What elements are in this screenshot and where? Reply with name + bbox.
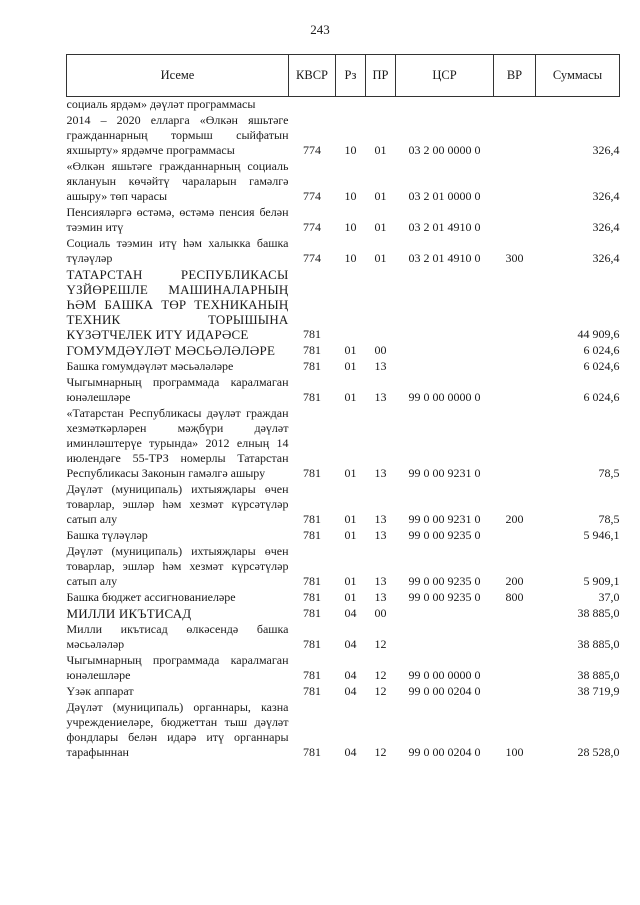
cell-sum: 6 024,6: [583, 359, 620, 373]
table-row: [67, 159, 620, 205]
cell-sum: 44 909,6: [577, 327, 620, 341]
cell-vr: 200: [505, 574, 524, 588]
cell-csr: 03 2 01 0000 0: [408, 189, 481, 203]
budget-table: [66, 54, 620, 761]
cell-vr: [494, 684, 536, 700]
cell-csr: 99 0 00 0000 0: [408, 390, 481, 404]
cell-pr: 12: [374, 637, 387, 651]
cell-csr: [396, 606, 494, 622]
cell-rz: 01: [344, 574, 357, 588]
cell-sum: 28 528,0: [577, 745, 620, 759]
cell-kvsr: 774: [303, 251, 321, 265]
cell-csr: 03 2 00 0000 0: [408, 143, 481, 157]
cell-name: Чыгымнарның программада каралмаган юнәлешләре: [66, 653, 289, 682]
cell-pr: 01: [374, 220, 387, 234]
cell-pr: 13: [374, 528, 387, 542]
cell-name: социаль ярдәм» дәүләт программасы: [66, 97, 256, 111]
cell-vr: [494, 97, 536, 114]
cell-name: Башка бюджет ассигнованиеләре: [66, 590, 236, 604]
cell-csr: [396, 97, 494, 114]
cell-vr: [494, 343, 536, 359]
cell-rz: 04: [344, 745, 357, 759]
table-row: [67, 544, 620, 590]
table-row: [67, 700, 620, 761]
cell-rz: [336, 97, 366, 114]
cell-vr: [494, 159, 536, 205]
cell-kvsr: 781: [303, 390, 321, 404]
cell-sum: 78,5: [598, 466, 620, 480]
cell-sum: 38 885,0: [577, 606, 620, 620]
cell-name: Дәүләт (муниципаль) ихтыяҗлары өчен товарлар, эшләр һәм хезмәт күрсәтүләр сатып алу: [66, 482, 289, 526]
table-row: [67, 375, 620, 406]
cell-rz: 04: [344, 684, 357, 698]
cell-rz: 01: [344, 466, 357, 480]
cell-vr: [494, 205, 536, 236]
cell-pr: 12: [374, 668, 387, 682]
cell-rz: 01: [344, 528, 357, 542]
cell-pr: [366, 267, 396, 343]
cell-sum: 326,4: [592, 220, 620, 234]
cell-sum: [536, 97, 620, 114]
cell-csr: 99 0 00 9235 0: [408, 590, 481, 604]
cell-name: Социаль тәэмин итү һәм халыкка башка түләүләр: [66, 236, 289, 265]
cell-vr: [494, 406, 536, 482]
cell-rz: 01: [344, 359, 357, 373]
cell-kvsr: 781: [303, 528, 321, 542]
cell-vr: [494, 528, 536, 544]
cell-kvsr: 781: [303, 606, 321, 620]
column-header-pr: ПР: [366, 55, 396, 97]
cell-csr: [396, 343, 494, 359]
cell-vr: [494, 267, 536, 343]
cell-pr: 13: [374, 359, 387, 373]
cell-vr: 100: [505, 745, 524, 759]
cell-pr: 13: [374, 590, 387, 604]
cell-kvsr: [289, 97, 336, 114]
cell-name: «Өлкән яшьтәге гражданнарның социаль яклануын көчәйтү чараларын гамәлгә ашыру» төп чарасы: [66, 159, 289, 203]
table-row: [67, 622, 620, 653]
cell-vr: 200: [505, 512, 524, 526]
cell-sum: 38 719,9: [577, 684, 620, 698]
cell-rz: 04: [344, 606, 357, 620]
cell-pr: 01: [374, 251, 387, 265]
cell-rz: 01: [344, 590, 357, 604]
cell-name: Чыгымнарның программада каралмаган юнәлешләре: [66, 375, 289, 404]
cell-kvsr: 774: [303, 143, 321, 157]
cell-rz: 10: [344, 143, 357, 157]
cell-name: Башка гомумдәүләт мәсьәләләре: [66, 359, 234, 373]
cell-sum: 6 024,6: [583, 343, 620, 357]
cell-kvsr: 781: [303, 745, 321, 759]
table-row: [67, 359, 620, 375]
cell-csr: 03 2 01 4910 0: [408, 251, 481, 265]
cell-name: «Татарстан Республикасы дәүләт граждан хезмәткәрләрен мәҗбүри дәүләт иминләштерүе турында» 2012 елның 14 июлендәге 55-ТРЗ номерлы Татарстан Республикасы Законын гамәлгә ашыру: [66, 406, 289, 480]
cell-vr: 300: [505, 251, 524, 265]
cell-pr: 13: [374, 390, 387, 404]
table-row: [67, 236, 620, 267]
cell-name: Үзәк аппарат: [66, 684, 134, 698]
cell-name: Пенсияләргә өстәмә, өстәмә пенсия белән тәэмин итү: [66, 205, 289, 234]
cell-csr: 99 0 00 9235 0: [408, 574, 481, 588]
column-header-name: Исеме: [67, 55, 289, 97]
cell-kvsr: 781: [303, 684, 321, 698]
column-header-vr: ВР: [494, 55, 536, 97]
table-row: [67, 406, 620, 482]
cell-csr: [396, 622, 494, 653]
cell-kvsr: 781: [303, 590, 321, 604]
cell-rz: 01: [344, 512, 357, 526]
cell-sum: 5 909,1: [583, 574, 620, 588]
cell-pr: 12: [374, 684, 387, 698]
cell-vr: [494, 375, 536, 406]
table-row: [67, 267, 620, 343]
cell-pr: 01: [374, 143, 387, 157]
cell-sum: 37,0: [598, 590, 620, 604]
cell-pr: 13: [374, 574, 387, 588]
cell-kvsr: 781: [303, 637, 321, 651]
cell-name: Милли икътисад өлкәсендә башка мәсьәләләр: [66, 622, 289, 651]
table-row: [67, 482, 620, 528]
table-row: [67, 653, 620, 684]
table-body: [67, 97, 620, 762]
cell-vr: [494, 606, 536, 622]
column-header-rz: Рз: [336, 55, 366, 97]
cell-pr: 01: [374, 189, 387, 203]
table-header-row: [67, 55, 620, 97]
cell-name: Башка түләүләр: [66, 528, 148, 542]
cell-rz: 10: [344, 220, 357, 234]
cell-kvsr: 781: [303, 668, 321, 682]
cell-rz: 04: [344, 637, 357, 651]
cell-sum: 78,5: [598, 512, 620, 526]
cell-csr: [396, 267, 494, 343]
table-row: [67, 684, 620, 700]
cell-kvsr: 781: [303, 327, 321, 341]
cell-name: МИЛЛИ ИКЪТИСАД: [66, 606, 192, 621]
cell-csr: 03 2 01 4910 0: [408, 220, 481, 234]
table-row: [67, 528, 620, 544]
cell-kvsr: 781: [303, 574, 321, 588]
cell-rz: 01: [344, 390, 357, 404]
cell-pr: 13: [374, 512, 387, 526]
cell-pr: 00: [374, 343, 387, 357]
cell-sum: 326,4: [592, 251, 620, 265]
cell-name: Дәүләт (муниципаль) органнары, казна учреждениеләре, бюджеттан тыш дәүләт фондлары белән идарә итү органнары тарафыннан: [66, 700, 289, 759]
cell-csr: 99 0 00 0000 0: [408, 668, 481, 682]
cell-name: Дәүләт (муниципаль) ихтыяҗлары өчен товарлар, эшләр һәм хезмәт күрсәтүләр сатып алу: [66, 544, 289, 588]
cell-csr: 99 0 00 9231 0: [408, 512, 481, 526]
cell-sum: 6 024,6: [583, 390, 620, 404]
cell-csr: 99 0 00 0204 0: [408, 684, 481, 698]
cell-kvsr: 774: [303, 189, 321, 203]
cell-pr: 00: [374, 606, 387, 620]
cell-kvsr: 781: [303, 466, 321, 480]
cell-vr: [494, 359, 536, 375]
table-row: [67, 606, 620, 622]
cell-name: ТАТАРСТАН РЕСПУБЛИКАСЫ ҮЗЙӨРЕШЛЕ МАШИНАЛАРНЫҢ ҺӘМ БАШКА ТӨР ТЕХНИКАНЫҢ ТЕХНИК ТОРЫШЫНА КҮЗӘТЧЕЛЕК ИТҮ ИДАРӘСЕ: [66, 267, 289, 342]
cell-sum: 326,4: [592, 189, 620, 203]
cell-vr: 800: [505, 590, 524, 604]
cell-vr: [494, 622, 536, 653]
cell-kvsr: 781: [303, 359, 321, 373]
cell-vr: [494, 653, 536, 684]
cell-rz: 10: [344, 251, 357, 265]
cell-kvsr: 774: [303, 220, 321, 234]
cell-csr: 99 0 00 9231 0: [408, 466, 481, 480]
cell-kvsr: 781: [303, 343, 321, 357]
cell-pr: [366, 97, 396, 114]
cell-rz: 10: [344, 189, 357, 203]
page-number: 243: [310, 22, 330, 37]
cell-csr: 99 0 00 0204 0: [408, 745, 481, 759]
column-header-kvsr: КВСР: [289, 55, 336, 97]
cell-sum: 326,4: [592, 143, 620, 157]
cell-rz: 04: [344, 668, 357, 682]
cell-kvsr: 781: [303, 512, 321, 526]
cell-pr: 12: [374, 745, 387, 759]
cell-rz: [336, 267, 366, 343]
cell-sum: 5 946,1: [583, 528, 620, 542]
cell-sum: 38 885,0: [577, 637, 620, 651]
column-header-csr: ЦСР: [396, 55, 494, 97]
cell-pr: 13: [374, 466, 387, 480]
cell-vr: [494, 113, 536, 159]
cell-rz: 01: [344, 343, 357, 357]
cell-name: 2014 – 2020 елларга «Өлкән яшьтәге гражданнарның тормыш сыйфатын яхшырту» ярдәмче программасы: [66, 113, 289, 157]
table-row: [67, 343, 620, 359]
column-header-sum: Суммасы: [536, 55, 620, 97]
table-row: [67, 97, 620, 114]
cell-sum: 38 885,0: [577, 668, 620, 682]
cell-csr: [396, 359, 494, 375]
table-row: [67, 590, 620, 606]
cell-name: ГОМУМДӘҮЛӘТ МӘСЬӘЛӘЛӘРЕ: [66, 343, 276, 358]
cell-csr: 99 0 00 9235 0: [408, 528, 481, 542]
table-row: [67, 205, 620, 236]
table-row: [67, 113, 620, 159]
